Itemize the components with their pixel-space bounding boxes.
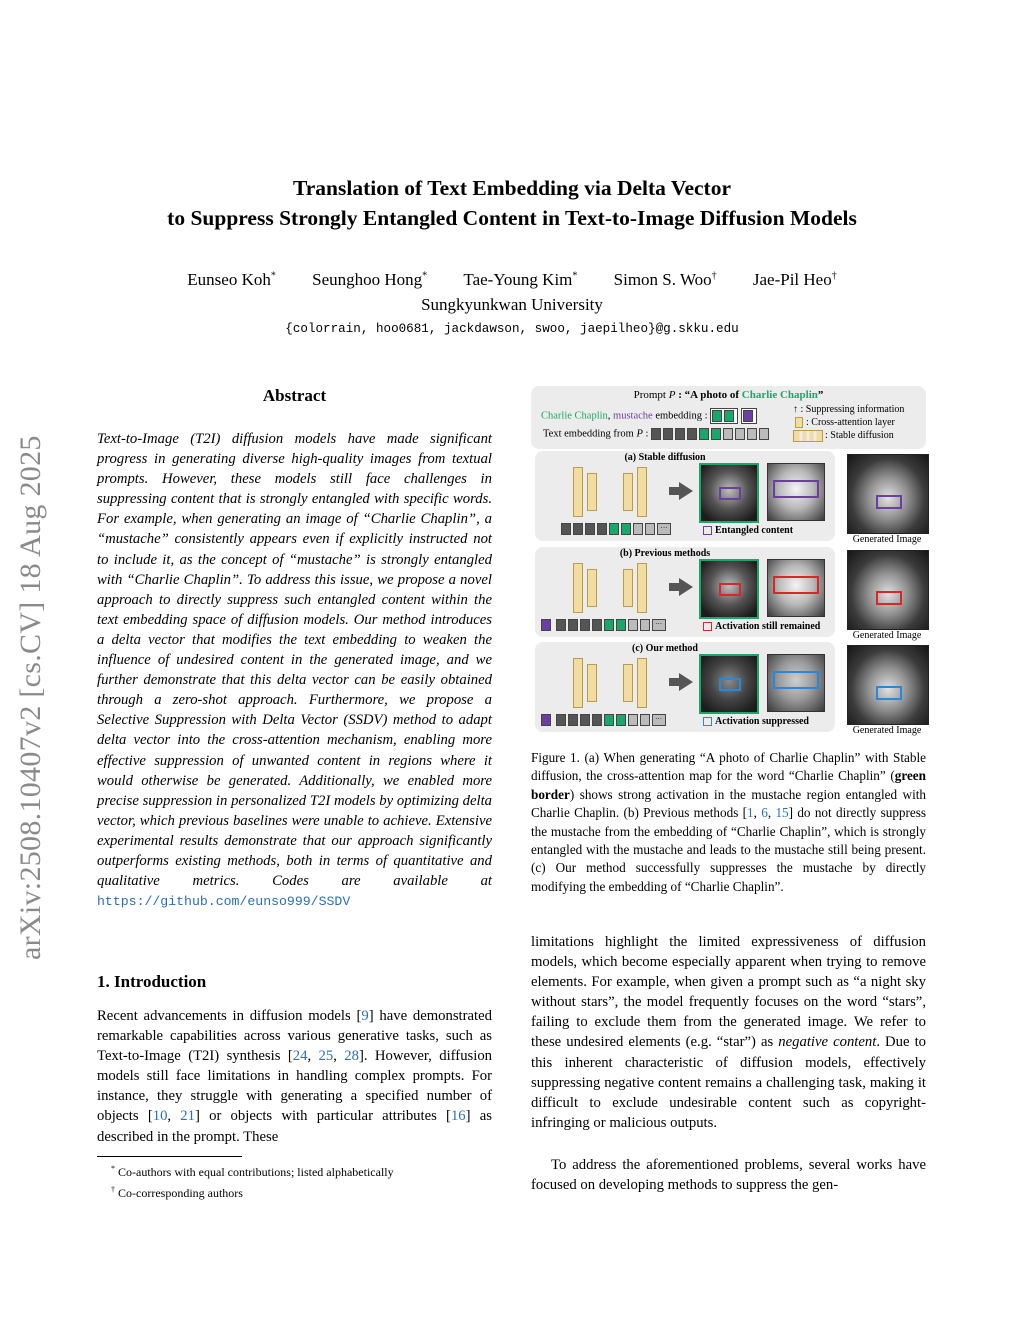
- title-line-2: to Suppress Strongly Entangled Content in Text-to-Image Diffusion Models: [167, 206, 857, 230]
- generated-image-label: Generated Image: [852, 630, 922, 641]
- introduction-paragraph: Recent advancements in diffusion models [9] have demonstrated remarkable capabilities across various generative tasks, such as Text-to-Image (T2I) synthesis [24, 25, 28]. However, diffusion models still face limitations in handling complex prompts. For instance, they struggle with generating a specified number of objects [10, 21] or objects with particular attributes [16] as described in the prompt. These: [97, 1008, 493, 1145]
- token-row: ···: [561, 523, 673, 535]
- generated-image-c: [847, 645, 929, 725]
- legend-suppressing: ↑ : Suppressing information: [793, 404, 905, 415]
- paper-title: [0, 173, 1024, 233]
- footnote-divider: [97, 1156, 242, 1157]
- right-arrow-icon: [679, 673, 693, 691]
- citation-link[interactable]: 9: [361, 1008, 369, 1024]
- panel-our-method: [535, 642, 835, 732]
- generated-image-a: [847, 454, 929, 534]
- author-emails: {colorrain, hoo0681, jackdawson, swoo, jaepilheo}@g.skku.edu: [285, 322, 739, 336]
- panel-tag: Activation suppressed: [703, 716, 809, 727]
- author: Simon S. Woo†: [613, 270, 717, 289]
- right-arrow-icon: [679, 482, 693, 500]
- panel-title: (c) Our method: [632, 643, 698, 654]
- panel-title: (b) Previous methods: [619, 548, 711, 559]
- panel-stable-diffusion: [535, 451, 835, 541]
- code-link[interactable]: https://github.com/eunso999/SSDV: [97, 894, 351, 910]
- legend-cross-attention: : Cross-attention layer: [793, 416, 904, 429]
- token-row: ···: [541, 619, 668, 631]
- figure-prompt-header: [531, 386, 926, 449]
- unet-icon: [793, 430, 823, 442]
- footnote-corresponding: † Co-corresponding authors: [111, 1185, 243, 1200]
- title-line-1: Translation of Text Embedding via Delta Vector: [293, 176, 731, 200]
- author: Seunghoo Hong*: [312, 270, 428, 289]
- right-arrow-icon: [679, 578, 693, 596]
- citation-link[interactable]: 1: [747, 805, 754, 821]
- abstract-heading: Abstract: [262, 386, 327, 405]
- arxiv-identifier: arXiv:2508.10407v2 [cs.CV] 18 Aug 2025: [14, 435, 47, 960]
- citation-link[interactable]: 28: [344, 1048, 359, 1065]
- token-row: ···: [541, 714, 668, 726]
- panel-tag: Entangled content: [703, 525, 793, 536]
- panel-previous-methods: [535, 547, 835, 637]
- affiliation: Sungkyunkwan University: [421, 295, 603, 314]
- citation-link[interactable]: 16: [450, 1108, 466, 1125]
- legend-stable-diffusion: : Stable diffusion: [793, 429, 904, 442]
- citation-link[interactable]: 6: [761, 805, 768, 821]
- figure-1: [531, 386, 927, 738]
- cross-attention-map: [699, 559, 759, 619]
- cross-attention-map: [699, 654, 759, 714]
- panel-tag: Activation still remained: [703, 621, 820, 632]
- abstract-body: Text-to-Image (T2I) diffusion models have made significant progress in generating diverse high-quality images from textual prompts. However, these models still face challenges in suppressing content that is strongly entangled with specific words. For example, when generating an image of “Charlie Chaplin”, a “mustache” consistently appears even if explicitly instructed not to include it, as the concept of “mustache” is strongly entangled with “Charlie Chaplin”. To address this issue, we propose a novel approach to directly suppress such entangled content within the text embedding space of diffusion models. Our method introduces a delta vector that modifies the text embedding to weaken the influence of undesired content in the generated image, and we further demonstrate that this delta vector can be easily obtained through a zero-shot approach. Furthermore, we propose a Selective Suppression with Delta Vector (SSDV) method to adapt delta vector into the cross-attention mechanism, enabling more effective suppression of unwanted content in regions where it would otherwise be generated. Additionally, we enabled more precise suppression in personalized T2I models by optimizing delta vector, which previous baselines were unable to achieve. Extensive experimental results demonstrate that our approach significantly outperforms existing methods, both in terms of quantitative and qualitative metrics. Codes are available at https://github.com/eunso999/SSDV: [97, 431, 492, 910]
- citation-link[interactable]: 25: [318, 1048, 334, 1065]
- author: Eunseo Koh*: [187, 270, 276, 289]
- right-column-paragraph-2: To address the aforementioned problems, several works have focused on developing methods to suppress the gen-: [531, 1157, 926, 1194]
- figure-caption: Figure 1. (a) When generating “A photo of Charlie Chaplin” with Stable diffusion, the cross-attention map for the word “Charlie Chaplin” (green border) shows strong activation in the mustache region entangled with Charlie Chaplin. (b) Previous methods [1, 6, 15] do not directly suppress the mustache from the embedding of “Charlie Chaplin”, which is strongly entangled with the mustache and leads to the mustache still being present. (c) Our method successfully suppresses the mustache by directly modifying the embedding of “Charlie Chaplin”.: [531, 750, 927, 894]
- right-column-paragraph: limitations highlight the limited expressiveness of diffusion models, which become especially apparent when trying to remove elements. For example, when given a prompt such as “a night sky without stars”, the model frequently focuses on the word “stars”, failing to exclude them from the generated image. We refer to these undesired elements (e.g. “star”) as negative content. Due to this inherent characteristic of diffusion models, effectively suppressing negative content remains a challenging task, making it difficult to exclude undesirable content such as copyright-infringing or malicious outputs.: [531, 934, 927, 1131]
- generated-image-label: Generated Image: [852, 534, 922, 545]
- citation-link[interactable]: 10: [152, 1108, 168, 1125]
- zoom-map: [767, 654, 825, 712]
- citation-link[interactable]: 24: [292, 1048, 308, 1065]
- text-embedding-row: Text embedding from P :: [543, 428, 771, 440]
- cross-attention-map: [699, 463, 759, 523]
- generated-image-label: Generated Image: [852, 725, 922, 736]
- author: Tae-Young Kim*: [463, 270, 578, 289]
- layer-icon: [795, 417, 803, 428]
- footnotes: [97, 1160, 492, 1202]
- figure-legend: [793, 403, 904, 442]
- prompt-text: Prompt P : “A photo of Charlie Chaplin”: [633, 389, 824, 401]
- footnote-equal-contribution: * Co-authors with equal contributions; listed alphabetically: [111, 1164, 394, 1179]
- zoom-map: [767, 463, 825, 521]
- entity-embedding-row: Charlie Chaplin, mustache embedding :: [541, 408, 757, 424]
- section-heading-introduction: 1. Introduction: [97, 972, 207, 991]
- author: Jae-Pil Heo†: [752, 270, 837, 289]
- citation-link[interactable]: 15: [775, 805, 789, 821]
- author-list: [0, 270, 1024, 290]
- zoom-map: [767, 559, 825, 617]
- generated-image-b: [847, 550, 929, 630]
- citation-link[interactable]: 21: [180, 1108, 195, 1125]
- panel-title: (a) Stable diffusion: [624, 452, 706, 463]
